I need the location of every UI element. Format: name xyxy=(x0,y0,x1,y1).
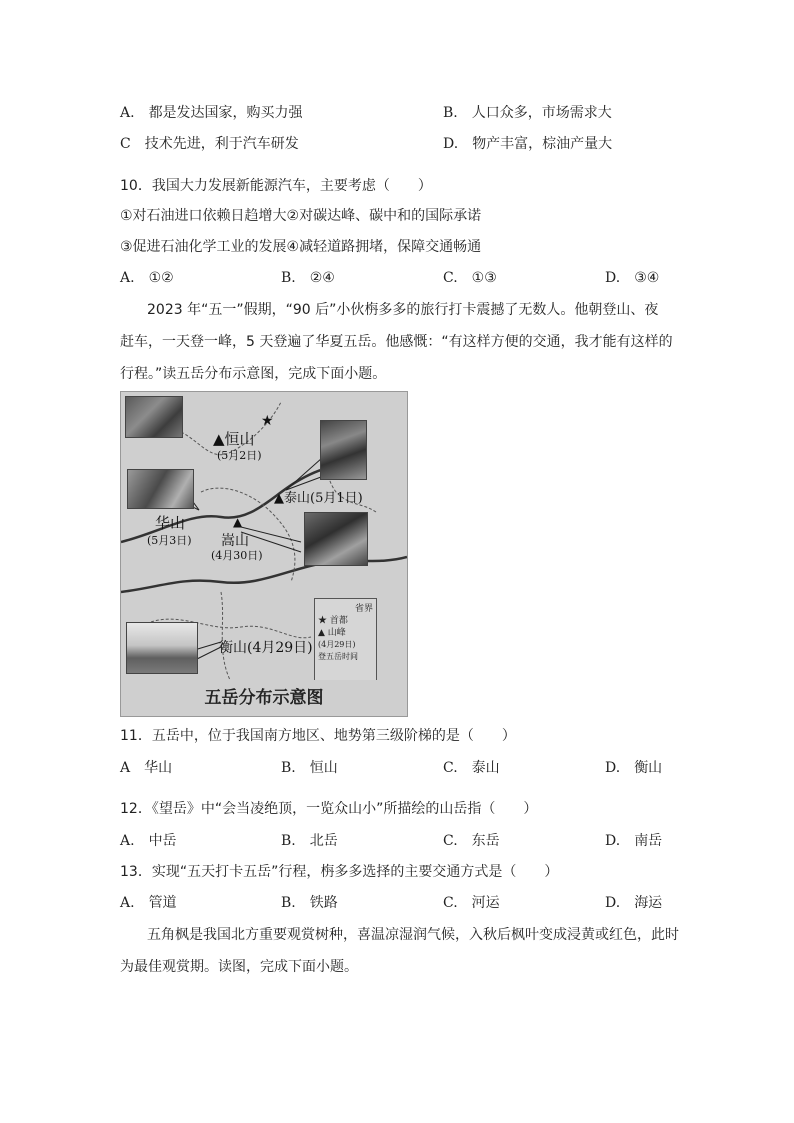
photo-hengshan-north xyxy=(125,396,183,438)
q11-option-a: A 华山 xyxy=(120,760,173,776)
passage-1-line-1: 2023 年“五一”假期，“90 后”小伙栴多多的旅行打卡震撼了无数人。他朝登山、夜 xyxy=(147,302,659,318)
q13-option-a: A. 管道 xyxy=(120,895,177,911)
q12-option-d: D. 南岳 xyxy=(605,833,663,849)
legend-capital: ★ 首都 xyxy=(318,616,348,626)
option-a: A. 都是发达国家，购买力强 xyxy=(120,105,303,121)
photo-songshan xyxy=(304,512,368,566)
map-caption-band xyxy=(121,680,407,716)
peak-huashan: 华山 xyxy=(155,514,186,532)
photo-taishan xyxy=(320,420,367,480)
question-13-stem: 13．实现“五天打卡五岳”行程，栴多多选择的主要交通方式是（ ） xyxy=(120,864,559,880)
option-d: D. 物产丰富，棕油产量大 xyxy=(443,136,613,152)
legend-date: (4月29日) xyxy=(318,640,356,649)
q10-option-b: B. ②④ xyxy=(281,270,335,286)
five-mountains-map xyxy=(120,391,408,717)
option-c: C 技术先进，利于汽车研发 xyxy=(120,136,299,152)
q11-option-b: B. 恒山 xyxy=(281,760,338,776)
peak-taishan: ▲泰山(5月1日) xyxy=(274,491,363,506)
peak-hengshan-north-date: (5月2日) xyxy=(217,449,262,462)
question-10-stem: 10．我国大力发展新能源汽车，主要考虑（ ） xyxy=(120,178,432,194)
capital-star-icon: ★ xyxy=(261,413,274,429)
peak-songshan-marker: ▲ xyxy=(233,515,243,529)
map-legend xyxy=(314,598,377,688)
peak-hengshan-south: 衡山(4月29日) xyxy=(219,640,313,656)
q11-option-c: C. 泰山 xyxy=(443,760,500,776)
peak-songshan-date: (4月30日) xyxy=(211,549,263,562)
legend-border: 省界 xyxy=(354,604,373,614)
q11-option-d: D. 衡山 xyxy=(605,760,663,776)
option-b: B. 人口众多，市场需求大 xyxy=(443,105,612,121)
q12-option-a: A. 中岳 xyxy=(120,833,177,849)
legend-peak: ▲ 山峰 xyxy=(318,628,346,638)
question-12-stem: 12．《望岳》中“会当凌绝顶，一览众山小”所描绘的山岳指（ ） xyxy=(120,801,538,817)
photo-huashan xyxy=(127,469,194,509)
q10-option-a: A. ①② xyxy=(120,270,174,286)
passage-1-line-2: 赶车，一天登一峰，5 天登遍了华夏五岳。他感慨：“有这样方便的交通，我才能有这样的 xyxy=(120,334,673,350)
q12-option-c: C. 东岳 xyxy=(443,833,500,849)
q12-option-b: B. 北岳 xyxy=(281,833,338,849)
photo-hengshan-south xyxy=(126,622,198,674)
legend-date-note: 登五岳时间 xyxy=(318,652,358,661)
passage-1-line-3: 行程。”读五岳分布示意图，完成下面小题。 xyxy=(120,366,387,382)
passage-2-line-2: 为最佳观赏期。读图，完成下面小题。 xyxy=(120,959,358,975)
question-11-stem: 11．五岳中，位于我国南方地区、地势第三级阶梯的是（ ） xyxy=(120,728,516,744)
q10-option-c: C. ①③ xyxy=(443,270,497,286)
question-10-item1: ①对石油进口依赖日趋增大②对碳达峰、碳中和的国际承诺 xyxy=(120,208,482,224)
q13-option-c: C. 河运 xyxy=(443,895,500,911)
q13-option-b: B. 铁路 xyxy=(281,895,338,911)
peak-hengshan-north: ▲恒山 xyxy=(213,430,255,448)
peak-songshan: 嵩山 xyxy=(221,533,249,549)
passage-2-line-1: 五角枫是我国北方重要观赏树种，喜温凉湿润气候，入秋后枫叶变成浸黄或红色，此时 xyxy=(147,927,679,943)
map-caption: 五岳分布示意图 xyxy=(204,688,324,708)
q10-option-d: D. ③④ xyxy=(605,270,660,286)
peak-huashan-date: (5月3日) xyxy=(147,534,192,547)
q13-option-d: D. 海运 xyxy=(605,895,663,911)
question-10-item2: ③促进石油化学工业的发展④减轻道路拥堵，保障交通畅通 xyxy=(120,239,482,255)
